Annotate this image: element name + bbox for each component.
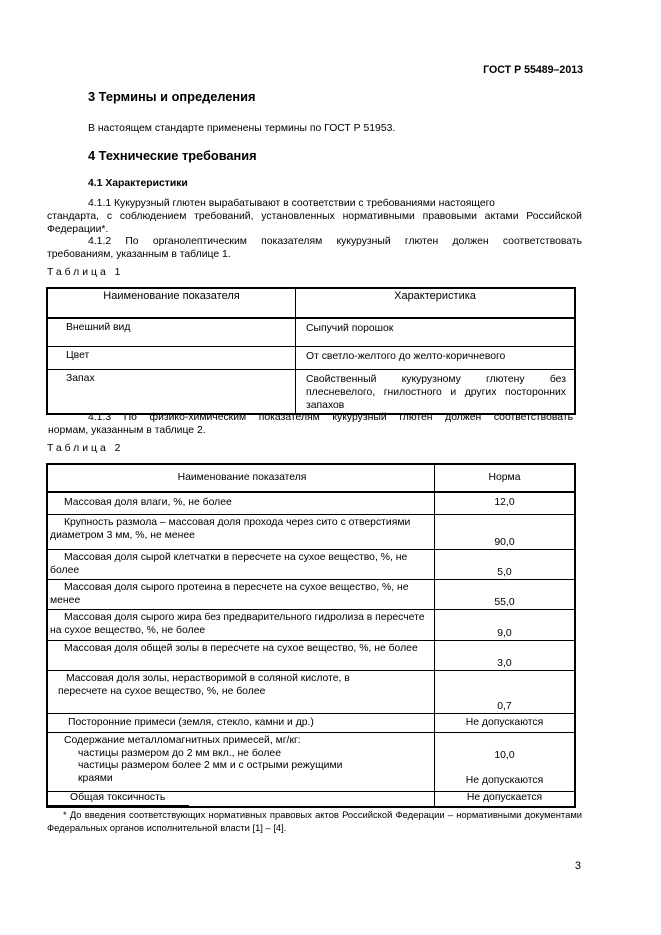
table-cell: Запах xyxy=(47,370,296,415)
footnote-separator xyxy=(47,805,189,806)
section-3-text: В настоящем стандарте применены термины по ГОСТ Р 51953. xyxy=(88,123,396,134)
table-cell: 12,0 xyxy=(435,492,576,515)
table-1 xyxy=(46,287,576,415)
paragraph-line: 4.1.1 Кукурузный глютен вырабатывают в соответствии с требованиями настоящего xyxy=(88,198,495,209)
table-row xyxy=(47,733,575,792)
column-header: Наименование показателя xyxy=(47,288,296,318)
table-cell: Общая токсичность xyxy=(47,792,435,808)
table-cell: Массовая доля влаги, %, не более xyxy=(47,492,435,515)
paragraph-line: 4.1.3 По физико-химическим показателям кукурузный глютен должен соответствовать xyxy=(88,412,573,423)
page-number: 3 xyxy=(574,860,581,872)
table-cell: Массовая доля золы, нерастворимой в соляной кислоте, в пересчете на сухое вещество, %, не более xyxy=(47,671,435,714)
table-cell: 55,0 xyxy=(435,580,576,610)
table-row xyxy=(47,370,575,415)
metal-impurities-norm-1: 10,0 xyxy=(494,749,515,761)
table-cell: Крупность размола – массовая доля прохода через сито с отверстиями диаметром 3 мм, %, не менее xyxy=(47,515,435,550)
table-cell: Массовая доля общей золы в пересчете на сухое вещество, %, не более xyxy=(47,641,435,671)
paragraph-line: требованиям, указанным в таблице 1. xyxy=(47,249,231,260)
table-cell: 5,0 xyxy=(435,550,576,580)
table-cell: Не допускается xyxy=(466,792,543,803)
table-1-caption: Таблица 1 xyxy=(47,267,124,278)
metal-impurities-label: Содержание металломагнитных примесей, мг/кг: xyxy=(64,735,301,746)
table-cell: Внешний вид xyxy=(47,318,296,347)
section-4-title: 4 Технические требования xyxy=(88,148,257,163)
metal-impurities-line-2: частицы размером более 2 мм и с острыми режущими краями xyxy=(78,760,343,784)
footnote: * До введения соответствующих нормативных правовых актов Российской Федерации – нормативными документами Федеральных органов исполнительной власти [1] – [4]. xyxy=(47,809,582,833)
table-row xyxy=(47,580,575,610)
table-cell: Массовая доля сырого протеина в пересчете на сухое вещество, %, не менее xyxy=(47,580,435,610)
column-header: Норма xyxy=(435,464,576,492)
table-cell: Свойственный кукурузному глютену без плесневелого, гнилостного и других посторонних запахов xyxy=(306,374,566,411)
table-cell: Массовая доля сырого жира без предварительного гидролиза в пересчете на сухое вещество, %, не более xyxy=(47,610,435,641)
metal-impurities-norm-2: Не допускаются xyxy=(465,775,544,786)
table-row xyxy=(47,714,575,733)
table-row xyxy=(47,610,575,641)
table-cell xyxy=(435,733,576,792)
table-row xyxy=(47,492,575,515)
table-cell: 90,0 xyxy=(435,515,576,550)
metal-impurities-norm-blank xyxy=(435,735,574,748)
table-row xyxy=(47,671,575,714)
table-cell: Не допускаются xyxy=(435,714,576,733)
section-3-title: 3 Термины и определения xyxy=(88,89,256,104)
table-cell: От светло-желтого до желто-коричневого xyxy=(296,347,576,370)
table-header-row xyxy=(47,288,575,318)
paragraph-line: Федерации*. xyxy=(47,224,109,235)
table-cell: 3,0 xyxy=(435,641,576,671)
paragraph-4-1-1 xyxy=(47,197,582,236)
table-row xyxy=(47,550,575,580)
document-id: ГОСТ Р 55489–2013 xyxy=(483,64,583,76)
table-cell: Цвет xyxy=(47,347,296,370)
subsection-4-1-title: 4.1 Характеристики xyxy=(88,178,188,189)
table-cell: Посторонние примеси (земля, стекло, камни и др.) xyxy=(47,714,435,733)
table-cell: Сыпучий порошок xyxy=(296,318,576,347)
table-cell: Массовая доля сырой клетчатки в пересчете на сухое вещество, %, не более xyxy=(47,550,435,580)
table-cell: 9,0 xyxy=(435,610,576,641)
table-row xyxy=(47,318,575,347)
table-row xyxy=(47,347,575,370)
table-cell: 0,7 xyxy=(435,671,576,714)
table-2-caption: Таблица 2 xyxy=(47,443,124,454)
table-2 xyxy=(46,463,576,808)
metal-impurities-line-1: частицы размером до 2 мм вкл., не более xyxy=(78,747,281,759)
table-row xyxy=(47,515,575,550)
column-header: Характеристика xyxy=(296,288,576,318)
column-header: Наименование показателя xyxy=(47,464,435,492)
paragraph-line: стандарта, с соблюдением требований, установленных нормативными правовыми актами Российской xyxy=(47,211,582,222)
paragraph-line: нормам, указанным в таблице 2. xyxy=(48,425,206,436)
table-row xyxy=(47,641,575,671)
table-cell xyxy=(47,733,435,792)
paragraph-4-1-2 xyxy=(47,235,582,261)
paragraph-line: 4.1.2 По органолептическим показателям кукурузный глютен должен соответствовать xyxy=(88,236,582,247)
table-header-row xyxy=(47,464,575,492)
paragraph-4-1-3 xyxy=(48,411,573,437)
